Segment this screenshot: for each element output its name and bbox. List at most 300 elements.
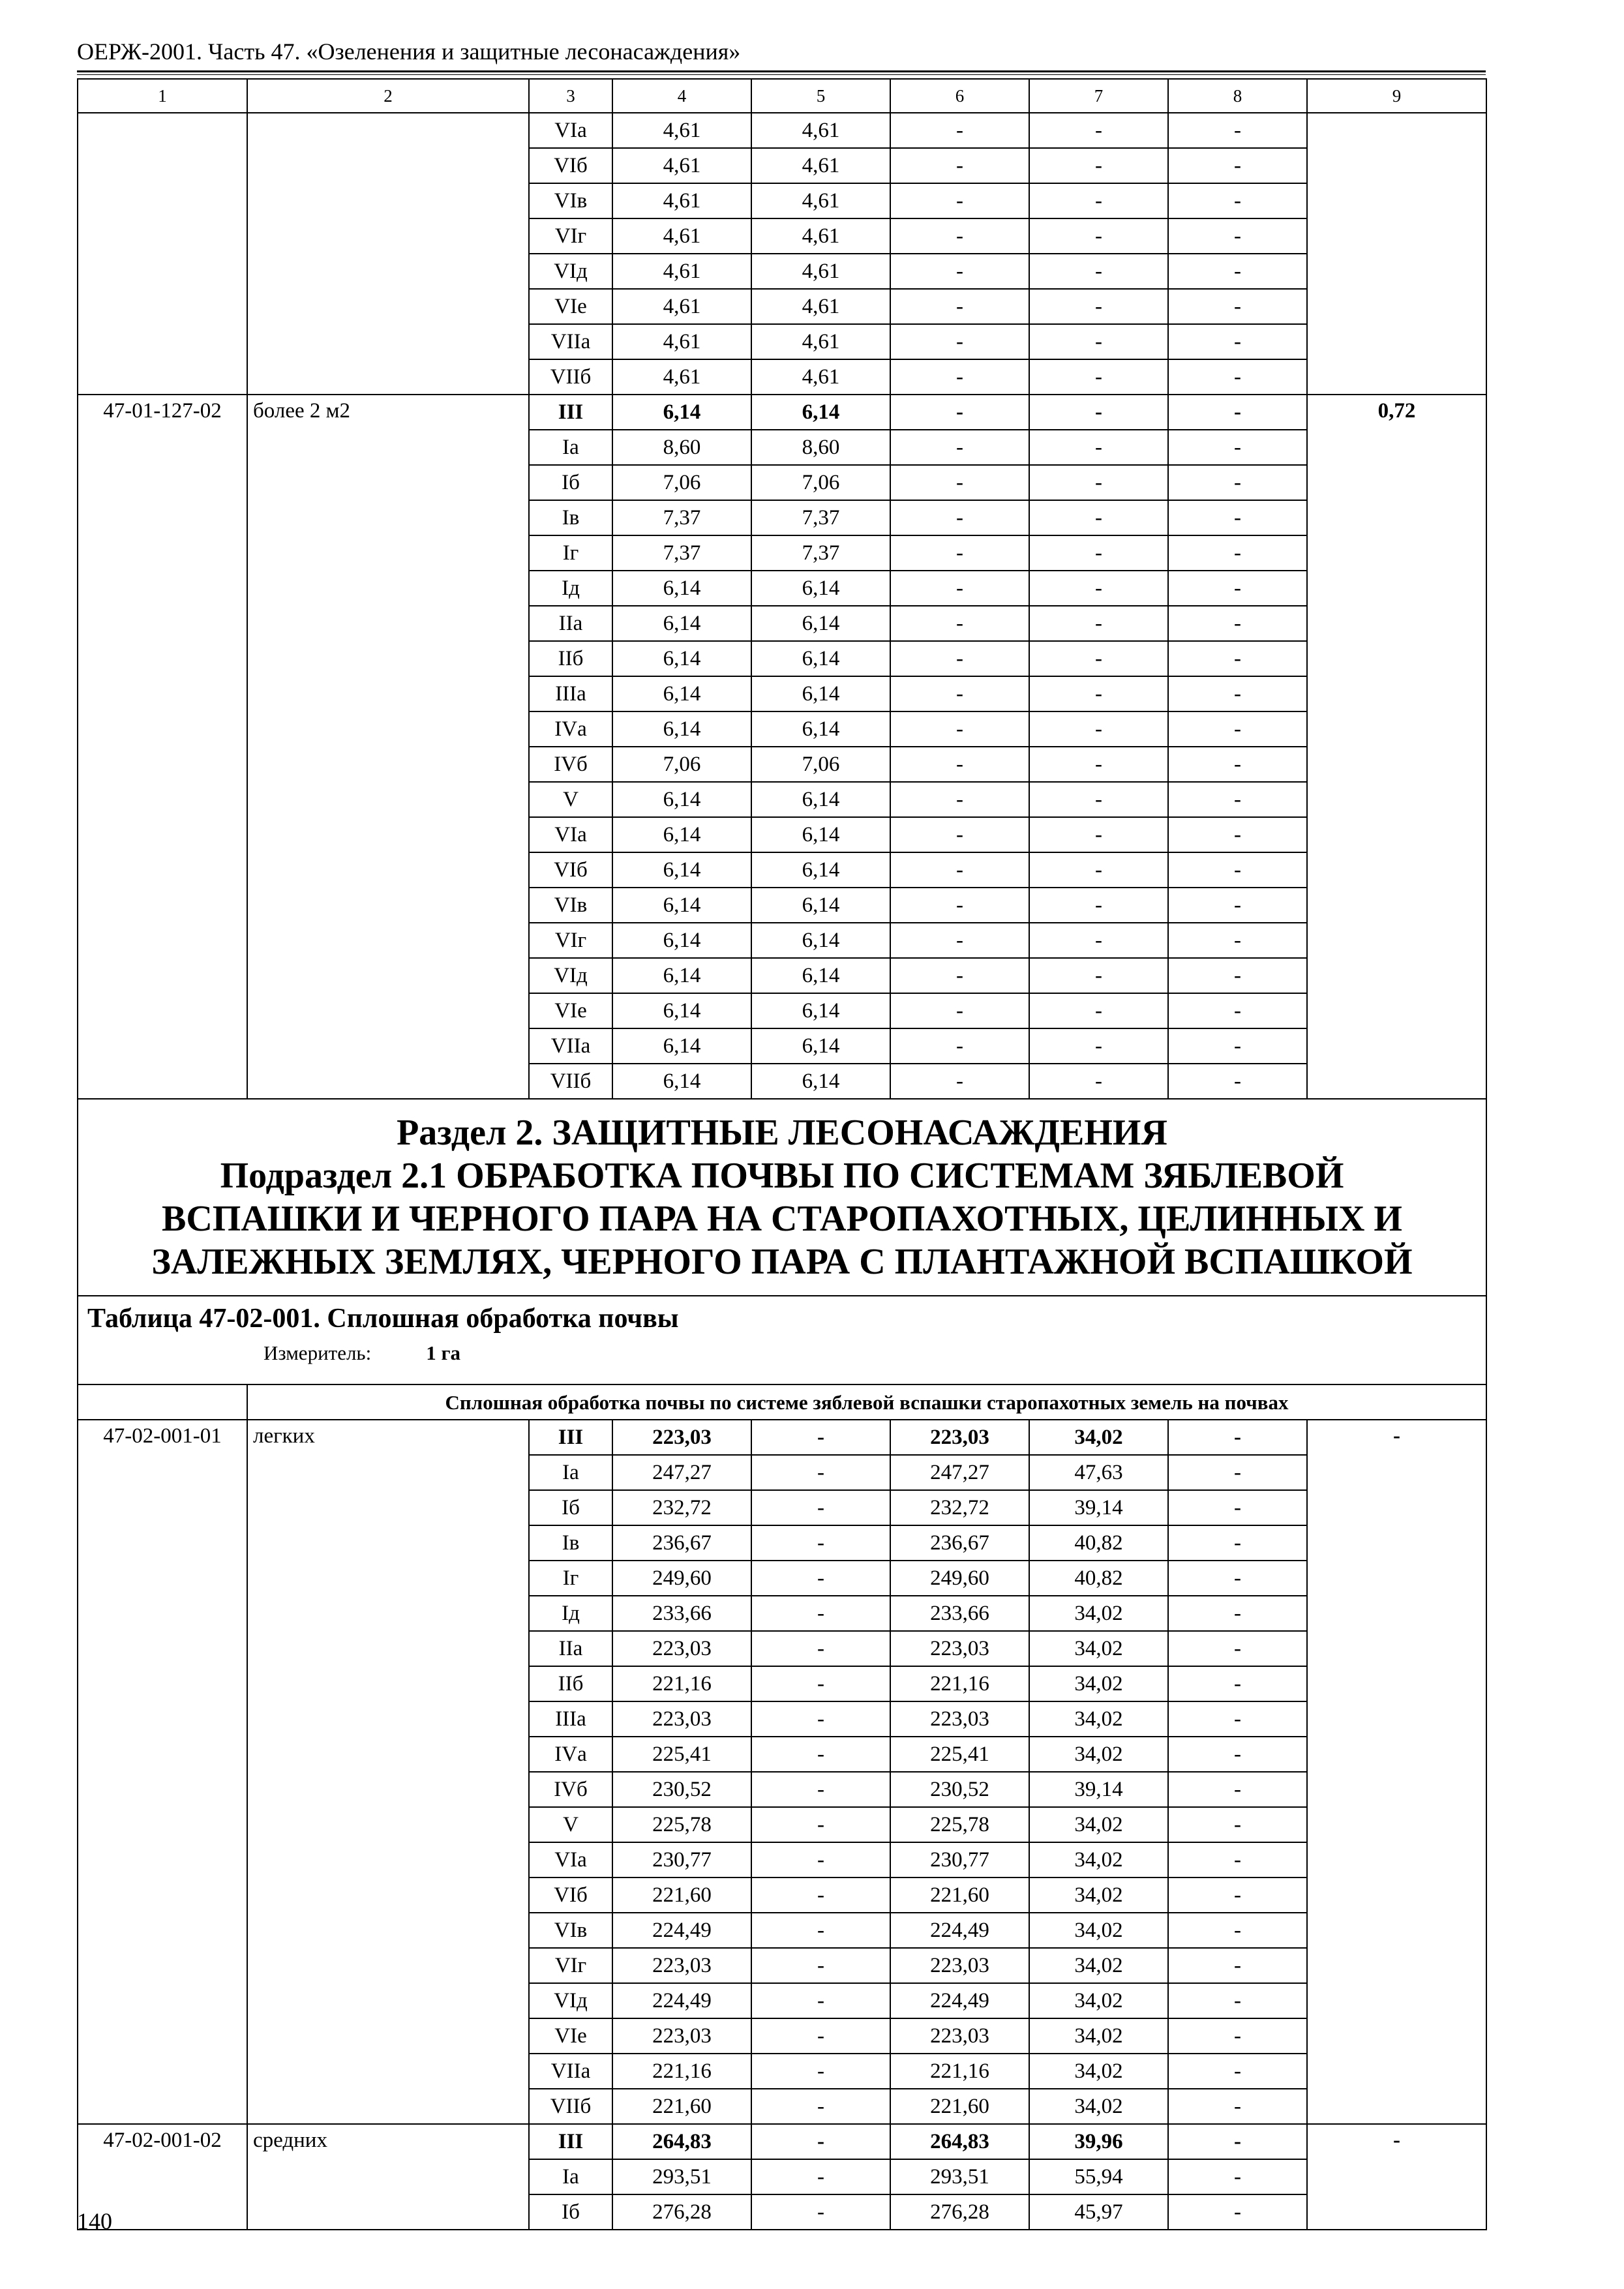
table-cell: 221,60 xyxy=(890,2089,1029,2124)
table-cell: Iб xyxy=(529,1490,612,1525)
table-cell: IIа xyxy=(529,606,612,641)
table-cell: 4,61 xyxy=(612,254,751,289)
table-cell: - xyxy=(1168,1807,1307,1842)
table-cell: 230,52 xyxy=(890,1772,1029,1807)
table-cell: III xyxy=(529,1420,612,1455)
table-title-row xyxy=(78,1296,1486,1384)
table-cell: 47,63 xyxy=(1029,1455,1168,1490)
table-cell: - xyxy=(1029,747,1168,782)
table-cell: - xyxy=(890,817,1029,852)
table-cell: 276,28 xyxy=(612,2194,751,2230)
table-cell: 223,03 xyxy=(890,2018,1029,2054)
table-cell: - xyxy=(1029,711,1168,747)
table-cell: - xyxy=(890,500,1029,535)
name-cell xyxy=(247,113,529,395)
table-cell: 249,60 xyxy=(890,1561,1029,1596)
table-cell: 221,16 xyxy=(612,2054,751,2089)
table-cell: 6,14 xyxy=(612,782,751,817)
table-cell: - xyxy=(1029,1028,1168,1064)
table-cell: - xyxy=(890,923,1029,958)
table-cell: 6,14 xyxy=(612,852,751,888)
table-cell: - xyxy=(1029,606,1168,641)
subsection-title-line: Подраздел 2.1 ОБРАБОТКА ПОЧВЫ ПО СИСТЕМАМ ЗЯБЛЕВОЙ xyxy=(220,1156,1344,1196)
table-cell: - xyxy=(890,289,1029,324)
table-cell: - xyxy=(1029,676,1168,711)
table-cell: 4,61 xyxy=(612,148,751,183)
code-cell xyxy=(78,113,247,395)
column-number: 5 xyxy=(751,79,890,113)
column-number: 9 xyxy=(1307,79,1486,113)
table-cell: 6,14 xyxy=(751,782,890,817)
table-cell: - xyxy=(751,1420,890,1455)
table-cell: 40,82 xyxy=(1029,1561,1168,1596)
table-cell: 224,49 xyxy=(612,1983,751,2018)
table-cell: VIIа xyxy=(529,324,612,359)
table-row xyxy=(78,2124,1486,2159)
subsection-title-line: ВСПАШКИ И ЧЕРНОГО ПАРА НА СТАРОПАХОТНЫХ, ЦЕЛИННЫХ И xyxy=(161,1199,1402,1239)
table-cell: - xyxy=(1168,676,1307,711)
column-number: 6 xyxy=(890,79,1029,113)
table-cell: - xyxy=(1168,500,1307,535)
table-cell: - xyxy=(1168,606,1307,641)
code-cell: 47-02-001-01 xyxy=(78,1420,247,2124)
table-cell: - xyxy=(1168,711,1307,747)
subsection-title-line: ЗАЛЕЖНЫХ ЗЕМЛЯХ, ЧЕРНОГО ПАРА С ПЛАНТАЖНОЙ ВСПАШКОЙ xyxy=(151,1242,1413,1282)
table-cell: VIб xyxy=(529,148,612,183)
col9-cell: 0,72 xyxy=(1307,395,1486,1099)
table-cell: - xyxy=(751,1666,890,1701)
table-cell: VIе xyxy=(529,289,612,324)
table-cell: - xyxy=(1029,535,1168,571)
table-cell: 6,14 xyxy=(751,1064,890,1099)
table-cell: - xyxy=(1168,888,1307,923)
table-cell: - xyxy=(1168,1878,1307,1913)
table-cell: 230,77 xyxy=(890,1842,1029,1878)
table-cell: 223,03 xyxy=(612,1948,751,1983)
table-cell: VIг xyxy=(529,218,612,254)
table-cell: 247,27 xyxy=(612,1455,751,1490)
table-cell: - xyxy=(1029,218,1168,254)
table-cell: 224,49 xyxy=(890,1913,1029,1948)
table-cell: - xyxy=(890,430,1029,465)
table-cell: 6,14 xyxy=(612,888,751,923)
table-cell: - xyxy=(1168,782,1307,817)
table-cell: 221,16 xyxy=(612,1666,751,1701)
table-cell: 4,61 xyxy=(612,289,751,324)
table-cell: - xyxy=(751,2159,890,2194)
table-cell: 6,14 xyxy=(612,817,751,852)
table-cell: - xyxy=(1168,958,1307,993)
table-cell: 264,83 xyxy=(890,2124,1029,2159)
table-cell: - xyxy=(1029,782,1168,817)
table-cell: - xyxy=(1029,148,1168,183)
table-cell: - xyxy=(751,1596,890,1631)
table-cell: IVб xyxy=(529,747,612,782)
table-cell: 39,14 xyxy=(1029,1490,1168,1525)
table-cell: 4,61 xyxy=(751,113,890,148)
table-cell: - xyxy=(1168,1490,1307,1525)
table-cell: - xyxy=(890,852,1029,888)
table-cell: - xyxy=(1168,1948,1307,1983)
table-cell: 6,14 xyxy=(751,1028,890,1064)
table-cell: Iв xyxy=(529,1525,612,1561)
table-cell: - xyxy=(1168,1631,1307,1666)
table-cell: 6,14 xyxy=(612,676,751,711)
table-cell: Iа xyxy=(529,2159,612,2194)
table-cell: 4,61 xyxy=(751,324,890,359)
rates-table xyxy=(77,78,1487,2230)
table-cell: 224,49 xyxy=(890,1983,1029,2018)
table-cell: - xyxy=(751,1878,890,1913)
table-cell: 6,14 xyxy=(612,606,751,641)
table-cell: - xyxy=(1168,1842,1307,1878)
table-cell: Iа xyxy=(529,430,612,465)
table-cell: - xyxy=(890,1028,1029,1064)
table-cell: 233,66 xyxy=(890,1596,1029,1631)
table-cell: 236,67 xyxy=(890,1525,1029,1561)
table-cell: - xyxy=(1168,2054,1307,2089)
table-cell: - xyxy=(1168,535,1307,571)
table-cell: - xyxy=(1029,641,1168,676)
table-cell: - xyxy=(890,747,1029,782)
table-cell: 223,03 xyxy=(612,1420,751,1455)
table-cell: 221,60 xyxy=(612,2089,751,2124)
table-cell: 4,61 xyxy=(751,254,890,289)
table-cell: - xyxy=(890,606,1029,641)
table-cell: 223,03 xyxy=(890,1701,1029,1737)
column-number-row xyxy=(78,79,1486,113)
header-rule-thin xyxy=(77,74,1486,75)
table-cell: - xyxy=(751,2194,890,2230)
table-cell: 34,02 xyxy=(1029,1807,1168,1842)
table-row xyxy=(78,1420,1486,1455)
table-cell: 8,60 xyxy=(751,430,890,465)
table-cell: 232,72 xyxy=(612,1490,751,1525)
table-cell: 6,14 xyxy=(751,852,890,888)
table-cell: V xyxy=(529,782,612,817)
table-cell: Iа xyxy=(529,1455,612,1490)
table-cell: 34,02 xyxy=(1029,1878,1168,1913)
table-cell: - xyxy=(1168,359,1307,395)
table-cell: - xyxy=(751,1525,890,1561)
table-cell: - xyxy=(1029,852,1168,888)
meter-label: Измеритель: xyxy=(263,1341,372,1364)
table-cell: - xyxy=(1029,430,1168,465)
column-number: 8 xyxy=(1168,79,1307,113)
table-cell: - xyxy=(890,148,1029,183)
table-cell: - xyxy=(751,1737,890,1772)
table-cell: - xyxy=(890,676,1029,711)
table-cell: - xyxy=(1029,289,1168,324)
table-cell: 39,14 xyxy=(1029,1772,1168,1807)
table-cell: 4,61 xyxy=(751,359,890,395)
table-cell: 34,02 xyxy=(1029,2054,1168,2089)
table-cell: - xyxy=(751,1631,890,1666)
table-cell: - xyxy=(890,254,1029,289)
table-cell: 224,49 xyxy=(612,1913,751,1948)
table-cell: IVа xyxy=(529,711,612,747)
table-cell: - xyxy=(1168,1666,1307,1701)
table-cell: - xyxy=(1029,817,1168,852)
table-cell: 7,06 xyxy=(751,747,890,782)
table-cell: - xyxy=(1168,2159,1307,2194)
table-cell: - xyxy=(1168,571,1307,606)
table-cell: 6,14 xyxy=(612,923,751,958)
table-cell: 276,28 xyxy=(890,2194,1029,2230)
table-cell: 7,37 xyxy=(612,500,751,535)
subheading-row xyxy=(78,1384,1486,1420)
table-cell: - xyxy=(1029,183,1168,218)
table-cell: - xyxy=(1168,923,1307,958)
table-cell: VIб xyxy=(529,852,612,888)
table-cell: - xyxy=(1168,1455,1307,1490)
table-cell: 4,61 xyxy=(751,218,890,254)
section-title: Раздел 2. ЗАЩИТНЫЕ ЛЕСОНАСАЖДЕНИЯ xyxy=(397,1113,1167,1153)
table-cell: 7,06 xyxy=(751,465,890,500)
table-cell: - xyxy=(1168,1525,1307,1561)
table-cell: 4,61 xyxy=(751,148,890,183)
col9-cell xyxy=(1307,113,1486,395)
table-cell: - xyxy=(890,535,1029,571)
table-cell: - xyxy=(1168,324,1307,359)
table-cell: - xyxy=(751,2054,890,2089)
table-cell: 221,60 xyxy=(612,1878,751,1913)
table-cell: 34,02 xyxy=(1029,2018,1168,2054)
table-cell: - xyxy=(751,2089,890,2124)
table-cell: 249,60 xyxy=(612,1561,751,1596)
table-cell: - xyxy=(1168,1420,1307,1455)
table-cell: 221,16 xyxy=(890,1666,1029,1701)
column-number: 3 xyxy=(529,79,612,113)
code-cell: 47-02-001-02 xyxy=(78,2124,247,2230)
table-cell: - xyxy=(751,1455,890,1490)
table-cell: - xyxy=(1029,359,1168,395)
table-cell: - xyxy=(1168,289,1307,324)
table-cell: 4,61 xyxy=(612,183,751,218)
table-cell: 34,02 xyxy=(1029,1983,1168,2018)
table-cell: 223,03 xyxy=(612,2018,751,2054)
table-cell: III xyxy=(529,2124,612,2159)
table-cell: 7,37 xyxy=(751,535,890,571)
table-cell: - xyxy=(1168,183,1307,218)
table-cell: IIб xyxy=(529,641,612,676)
col9-cell: - xyxy=(1307,1420,1486,2124)
column-number: 4 xyxy=(612,79,751,113)
table-cell: - xyxy=(1168,852,1307,888)
table-cell: Iд xyxy=(529,571,612,606)
table-cell: Iв xyxy=(529,500,612,535)
table-cell: - xyxy=(1168,2018,1307,2054)
table-cell: - xyxy=(890,711,1029,747)
table-cell: - xyxy=(1168,2194,1307,2230)
table-cell: - xyxy=(1168,395,1307,430)
table-cell: - xyxy=(1168,1028,1307,1064)
table-cell: - xyxy=(890,395,1029,430)
table-cell: 34,02 xyxy=(1029,2089,1168,2124)
table-cell: 264,83 xyxy=(612,2124,751,2159)
table-cell: 6,14 xyxy=(751,711,890,747)
table-cell: - xyxy=(890,888,1029,923)
table-cell: VIв xyxy=(529,888,612,923)
table-title-text: Таблица 47-02-001. Сплошная обработка почвы xyxy=(87,1304,679,1334)
table-cell: - xyxy=(751,1983,890,2018)
code-cell: 47-01-127-02 xyxy=(78,395,247,1099)
table-cell: Iг xyxy=(529,1561,612,1596)
table-cell: 4,61 xyxy=(612,218,751,254)
table-cell: - xyxy=(1168,1983,1307,2018)
table-cell: 6,14 xyxy=(612,641,751,676)
table-cell: 6,14 xyxy=(751,958,890,993)
subheading-empty xyxy=(78,1384,247,1420)
table-cell: 6,14 xyxy=(612,958,751,993)
table-cell: 223,03 xyxy=(612,1701,751,1737)
table-cell: - xyxy=(1168,1772,1307,1807)
table-cell: - xyxy=(1029,465,1168,500)
table-cell: IVа xyxy=(529,1737,612,1772)
table-cell: - xyxy=(1029,993,1168,1028)
table-cell: 7,06 xyxy=(612,465,751,500)
table-cell: 4,61 xyxy=(612,324,751,359)
table-cell: - xyxy=(751,1807,890,1842)
table-cell: VIд xyxy=(529,1983,612,2018)
table-cell: 230,77 xyxy=(612,1842,751,1878)
table-cell: - xyxy=(751,1701,890,1737)
table-cell: 225,78 xyxy=(612,1807,751,1842)
table-cell: - xyxy=(1168,430,1307,465)
table-cell: 34,02 xyxy=(1029,1420,1168,1455)
table-cell: - xyxy=(751,1913,890,1948)
table-cell: 221,16 xyxy=(890,2054,1029,2089)
column-number: 2 xyxy=(247,79,529,113)
table-cell: - xyxy=(1168,1596,1307,1631)
table-title xyxy=(78,1296,1486,1384)
table-cell: - xyxy=(1168,817,1307,852)
table-cell: - xyxy=(1168,113,1307,148)
section-heading xyxy=(78,1099,1486,1296)
table-row xyxy=(78,395,1486,430)
table-cell: 6,14 xyxy=(751,571,890,606)
name-cell: средних xyxy=(247,2124,529,2230)
table-cell: 39,96 xyxy=(1029,2124,1168,2159)
table-cell: 8,60 xyxy=(612,430,751,465)
table-cell: 34,02 xyxy=(1029,1701,1168,1737)
table-cell: - xyxy=(1168,148,1307,183)
table-cell: Iб xyxy=(529,2194,612,2230)
table-cell: - xyxy=(1168,1737,1307,1772)
table-cell: 45,97 xyxy=(1029,2194,1168,2230)
table-cell: VIг xyxy=(529,1948,612,1983)
table-cell: - xyxy=(751,2018,890,2054)
table-cell: 230,52 xyxy=(612,1772,751,1807)
table-cell: 236,67 xyxy=(612,1525,751,1561)
table-cell: VIд xyxy=(529,958,612,993)
table-cell: - xyxy=(890,113,1029,148)
page-number: 140 xyxy=(77,2208,112,2234)
name-cell: более 2 м2 xyxy=(247,395,529,1099)
table-cell: VIв xyxy=(529,183,612,218)
table-cell: 40,82 xyxy=(1029,1525,1168,1561)
table-cell: IIа xyxy=(529,1631,612,1666)
table-cell: - xyxy=(751,2124,890,2159)
meter-value: 1 га xyxy=(426,1341,461,1364)
column-number: 1 xyxy=(78,79,247,113)
table-cell: 4,61 xyxy=(751,183,890,218)
table-cell: 55,94 xyxy=(1029,2159,1168,2194)
table-body xyxy=(78,79,1486,2230)
table-cell: IIб xyxy=(529,1666,612,1701)
table-cell: IIIа xyxy=(529,676,612,711)
table-cell: - xyxy=(751,1561,890,1596)
table-cell: VIа xyxy=(529,817,612,852)
table-cell: 223,03 xyxy=(890,1948,1029,1983)
table-cell: Iд xyxy=(529,1596,612,1631)
table-cell: - xyxy=(890,465,1029,500)
table-cell: - xyxy=(890,571,1029,606)
header-rule-thick xyxy=(77,70,1486,72)
table-cell: 6,14 xyxy=(612,711,751,747)
table-cell: VIб xyxy=(529,1878,612,1913)
table-cell: - xyxy=(890,641,1029,676)
table-cell: VIIа xyxy=(529,1028,612,1064)
table-cell: 34,02 xyxy=(1029,1631,1168,1666)
table-cell: 34,02 xyxy=(1029,1948,1168,1983)
table-cell: - xyxy=(1029,500,1168,535)
table-cell: - xyxy=(1029,571,1168,606)
table-cell: VIе xyxy=(529,2018,612,2054)
table-cell: 34,02 xyxy=(1029,1666,1168,1701)
table-cell: - xyxy=(1029,395,1168,430)
table-cell: - xyxy=(751,1842,890,1878)
table-cell: - xyxy=(890,782,1029,817)
table-cell: VIд xyxy=(529,254,612,289)
table-cell: 225,78 xyxy=(890,1807,1029,1842)
table-cell: VIIа xyxy=(529,2054,612,2089)
table-cell: 34,02 xyxy=(1029,1737,1168,1772)
table-cell: IVб xyxy=(529,1772,612,1807)
subheading: Сплошная обработка почвы по системе зяблевой вспашки старопахотных земель на почвах xyxy=(247,1384,1486,1420)
table-cell: VIа xyxy=(529,113,612,148)
table-cell: 7,37 xyxy=(751,500,890,535)
table-cell: VIIб xyxy=(529,359,612,395)
table-cell: 4,61 xyxy=(612,113,751,148)
table-cell: - xyxy=(1029,324,1168,359)
table-cell: - xyxy=(1168,1701,1307,1737)
table-cell: 6,14 xyxy=(751,395,890,430)
col9-cell: - xyxy=(1307,2124,1486,2230)
table-cell: - xyxy=(1168,2089,1307,2124)
table-cell: 6,14 xyxy=(612,395,751,430)
table-cell: - xyxy=(890,183,1029,218)
table-cell: - xyxy=(751,1490,890,1525)
table-cell: 6,14 xyxy=(751,993,890,1028)
name-cell: легких xyxy=(247,1420,529,2124)
table-cell: 6,14 xyxy=(612,571,751,606)
table-cell: - xyxy=(1168,641,1307,676)
table-cell: 6,14 xyxy=(751,606,890,641)
table-cell: - xyxy=(1168,465,1307,500)
table-cell: 7,37 xyxy=(612,535,751,571)
table-cell: - xyxy=(751,1948,890,1983)
table-cell: 223,03 xyxy=(890,1631,1029,1666)
table-cell: VIв xyxy=(529,1913,612,1948)
table-cell: III xyxy=(529,395,612,430)
table-cell: VIIб xyxy=(529,1064,612,1099)
column-number: 7 xyxy=(1029,79,1168,113)
table-cell: V xyxy=(529,1807,612,1842)
table-cell: 6,14 xyxy=(751,817,890,852)
table-cell: - xyxy=(1168,1913,1307,1948)
table-cell: - xyxy=(890,1064,1029,1099)
